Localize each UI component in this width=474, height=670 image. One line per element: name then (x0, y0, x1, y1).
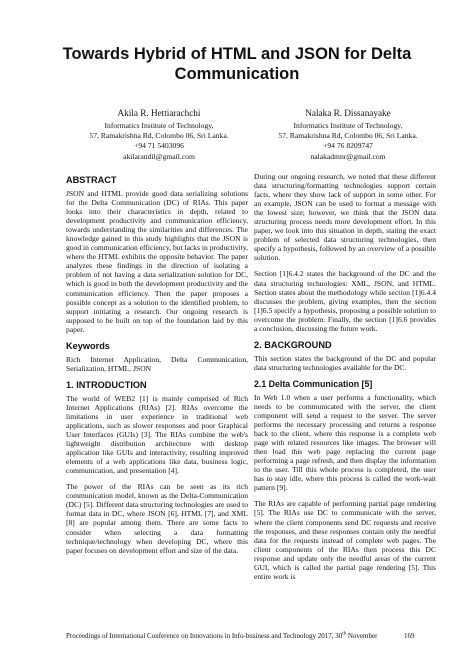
footer-text: Proceedings of International Conference on Innovations in Info-business and Technology 2017, 30 (66, 632, 343, 640)
page-number: 169 (404, 632, 415, 640)
background-heading: 2. BACKGROUND (254, 339, 332, 350)
delta-communication-paragraph-2: The RIAs are capable of performing partial page rendering [5]. The RIAs use DC to communicate with the server, where the client components send DC requests and receive the responses, and these responses contain only the needful data for the requests instead of complete web pages. The client components of the RIAs then process this DC response and update only the needful areas of the current GUI, which is called the partial page rendering [5]. This entire work is (254, 499, 436, 581)
author-affiliation: Informatics Institute of Technology, (293, 121, 403, 130)
background-text: This section states the background of the DC and popular data structuring technologies available for the DC. (254, 353, 436, 372)
introduction-paragraph-4: Section [1]6.4.2 states the background of the DC and the data structuring technologies: XML, JSON, and HTML. Section states about the methodology while section [1]6.4.4 discusses the problem, giving examples, then the section [1]6.5 specify a hypothesis, proposing a possible solution to overcome the problem. Finally, the section [1]6.6 provides a conclusion, discussing the future work. (254, 269, 436, 333)
author-phone: +94 71 5403096 (134, 141, 184, 151)
author-address: 57, Ramakrishna Rd, Colombo 06, Sri Lanka. (89, 131, 229, 141)
introduction-heading: 1. INTRODUCTION (66, 379, 147, 390)
author-address: 57, Ramakrishna Rd, Colombo 06, Sri Lanka. (278, 131, 418, 141)
abstract-text: JSON and HTML provide good data serializing solutions for the Delta Communication (DC) of RIAs. This paper looks into their characteristics in depth, related to development productivity and communication efficiency, towards understanding the similarities and differences. The knowledge gained in this study highlights that the JSON is good in communication efficiency, but lacks in productivity, where the HTML exhibits the opposite behavior. The paper analyzes these findings in the direction of isolating a problem of not having a data serialization solution for DC, which is good in both the development productivity and the communication efficiency. Then the paper proposes a possible concept as a solution to the identified problem, to support initiating a research. Our ongoing research is supposed to be built on top of the foundation laid by this paper. (66, 189, 248, 334)
author-phone: +94 76 8209747 (323, 141, 373, 151)
footer-month: November (346, 632, 378, 640)
delta-communication-heading: 2.1 Delta Communication [5] (254, 378, 373, 389)
footer-superscript: th (342, 631, 347, 637)
author-1 (64, 107, 254, 162)
author-2 (253, 107, 443, 162)
delta-communication-paragraph-1: In Web 1.0 when a user performs a functionality, which needs to be communicated with the server, the client component will send a request to the server. The server performs the necessary processing and returns a response back to the client, where this response is a complete web page with related resources like images. The browser will then load this web page replacing the current page performing a page refresh, and then display the information to the user. Till this whole process is completed, the user has to stay idle, where this process is called the work-wait pattern [9]. (254, 392, 436, 493)
right-column (254, 172, 436, 588)
author-name: Akila R. Hettiarachchi (117, 108, 201, 118)
abstract-heading: ABSTRACT (66, 175, 117, 185)
paper-title: Towards Hybrid of HTML and JSON for Delta Communication (62, 45, 412, 83)
author-email: nalakadmnr@gmail.com (310, 151, 386, 161)
author-name: Nalaka R. Dissanayake (305, 108, 391, 118)
introduction-paragraph-3: During our ongoing research, we noted that these different data structuring/formatting technologies support certain facts, where they show lack of support in some other. For an example, JSON can be used to format a message with the lowest size; however, we think that the JSON data structuring process needs more development effort. In this paper, we look into this situation in depth, stating the exact problem of selected data structuring technologies, then specify a hypothesis, followed by an overview of a possible solution. (254, 172, 436, 263)
left-column (66, 172, 248, 562)
page-footer (66, 632, 426, 641)
introduction-paragraph-1: The world of WEB2 [1] is mainly comprised of Rich Internet Applications (RIAs) [2]. RIAs overcome the limitations in user experience in traditional web applications, such as slower responses and poor Graphical User Interfaces (GUIs) [3]. The RIAs combine the web's lightweight distribution architecture with desktop application like GUIs and interactivity, resulting improved elements of a web applications like data, business logic, communication, and presentation [4]. (66, 393, 248, 476)
keywords-text: Rich Internet Application, Delta Communication, Serialization, HTML, JSON (66, 354, 248, 373)
introduction-paragraph-2: The power of the RIAs can be seen as its rich communication model, known as the Delta-Communication (DC) [5]. Different data structuring technologies are used to format data in DC, where JSON [6], HTML [7], and XML [8] are popular among them. There are some facts to consider when selecting a data formatting technique/technology when developing DC, where this paper focuses on development effort and size of the data. (66, 482, 248, 555)
author-email: akilarandil@gmail.com (123, 151, 195, 161)
author-affiliation: Informatics Institute of Technology, (104, 121, 214, 130)
keywords-heading: Keywords (66, 340, 110, 351)
